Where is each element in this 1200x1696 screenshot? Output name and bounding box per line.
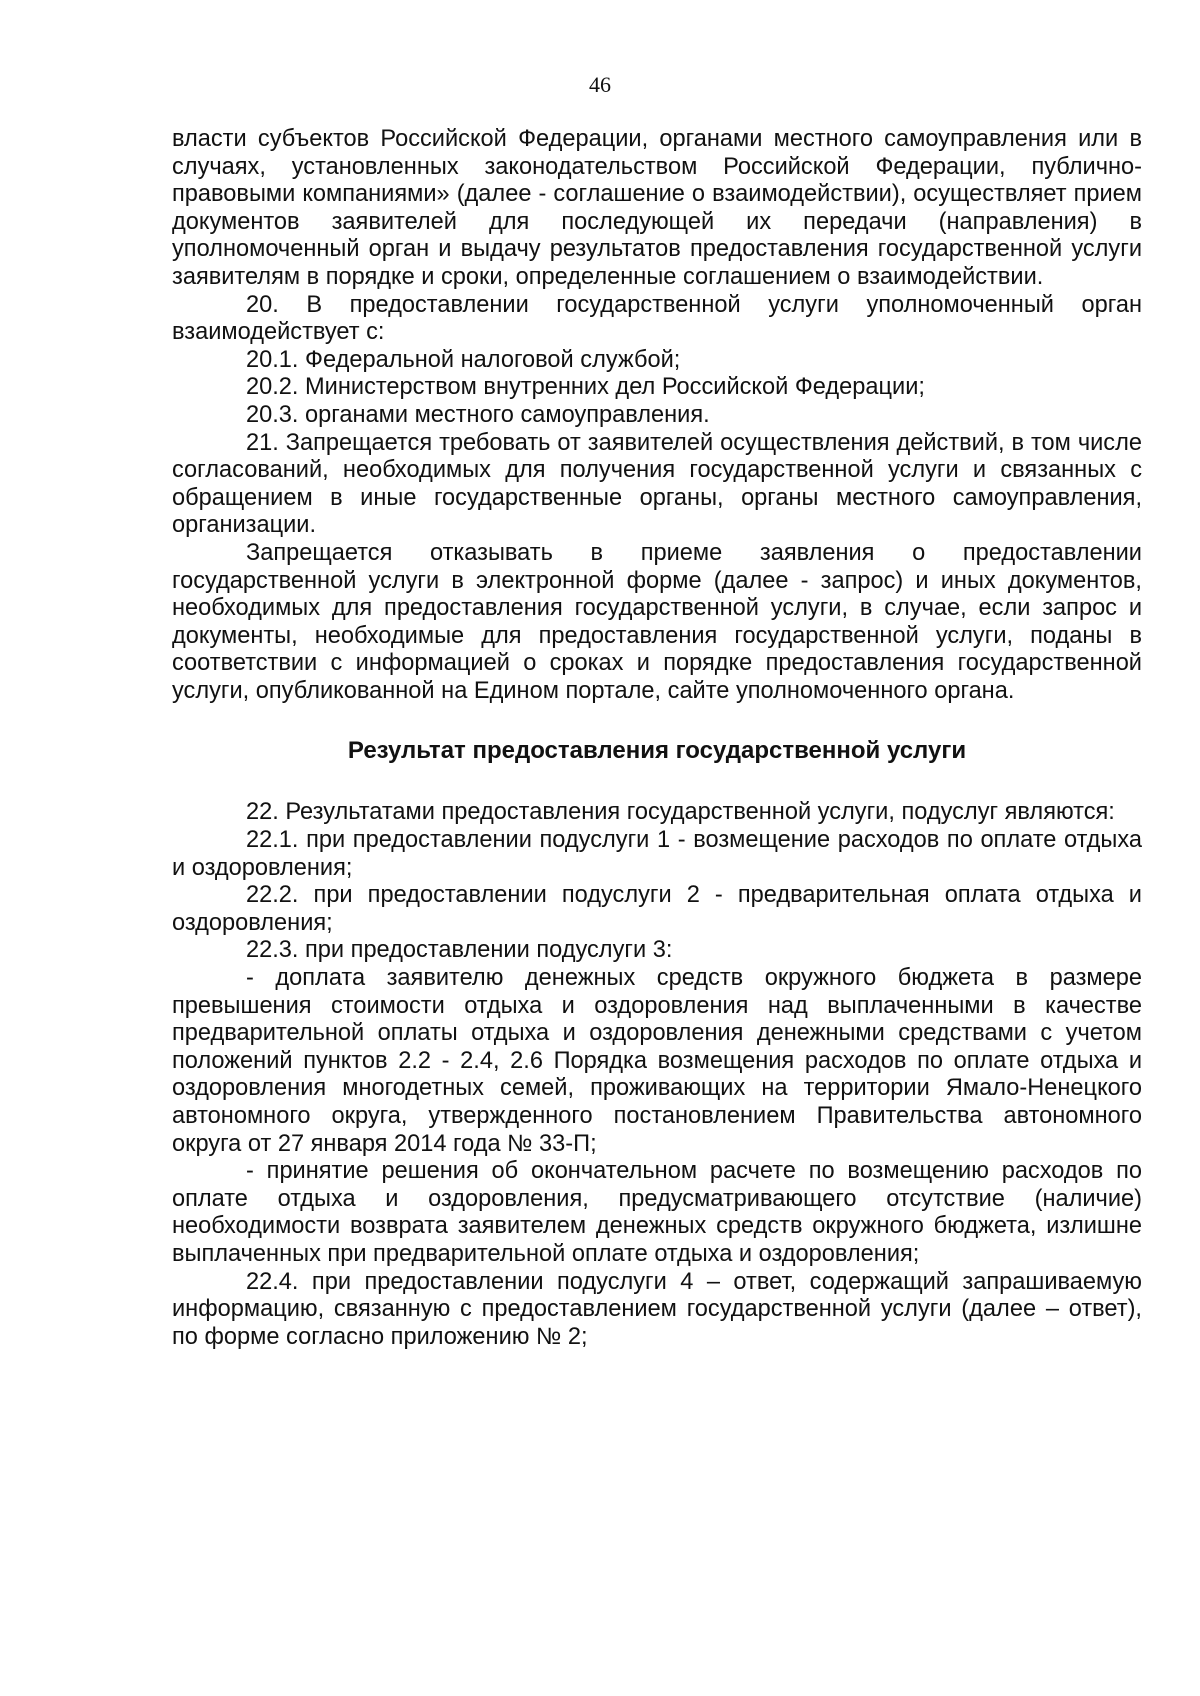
page-number: 46	[589, 72, 611, 97]
list-item: - принятие решения об окончательном расчете по возмещению расходов по оплате отдыха и оздоровления, предусматривающего отсутствие (наличие) необходимости возврата заявителем денежных средств окружного бюджета, излишне выплаченных при предварительной оплате отдыха и оздоровления;	[172, 1158, 1142, 1267]
section-heading: Результат предоставления государственной услуги	[347, 737, 967, 765]
list-item: - доплата заявителю денежных средств окружного бюджета в размере превышения стоимости отдыха и оздоровления над выплаченными в качестве предварительной оплаты отдыха и оздоровления денежными средствами с учетом положений пунктов 2.2 - 2.4, 2.6 Порядка возмещения расходов по оплате отдыха и оздоровления многодетных семей, проживающих на территории Ямало-Ненецкого автономного округа, утвержденного постановлением Правительства автономного округа от 27 января 2014 года № 33-П;	[172, 965, 1142, 1157]
paragraph: 21. Запрещается требовать от заявителей осуществления действий, в том числе согласований, необходимых для получения государственной услуги и связанных с обращением в иные государственные органы, органы местного самоуправления, организации.	[172, 429, 1142, 539]
list-item: 22.4. при предоставлении подуслуги 4 – ответ, содержащий запрашиваемую информацию, связанную с предоставлением государственной услуги (далее – ответ), по форме согласно приложению № 2;	[172, 1268, 1142, 1350]
paragraph: власти субъектов Российской Федерации, органами местного самоуправления или в случаях, установленных законодательством Российской Федерации, публично-правовыми компаниями» (далее - соглашение о взаимодействии), осуществляет прием документов заявителей для последующей их передачи (направления) в уполномоченный орган и выдачу результатов предоставления государственной услуги заявителям в порядке и сроки, определенные соглашением о взаимодействии.	[172, 126, 1142, 290]
list-item: 20.1. Федеральной налоговой службой;	[246, 346, 681, 373]
list-item: 22.1. при предоставлении подуслуги 1 - возмещение расходов по оплате отдыха и оздоровления;	[172, 827, 1142, 881]
list-item: 22.3. при предоставлении подуслуги 3:	[246, 937, 673, 964]
list-item: 22.2. при предоставлении подуслуги 2 - предварительная оплата отдыха и оздоровления;	[172, 882, 1142, 936]
document-body	[172, 126, 1142, 1351]
paragraph: 20. В предоставлении государственной услуги уполномоченный орган взаимодействует с:	[172, 291, 1142, 346]
paragraph: 22. Результатами предоставления государственной услуги, подуслуг являются:	[246, 799, 1115, 826]
paragraph: Запрещается отказывать в приеме заявления о предоставлении государственной услуги в электронной форме (далее - запрос) и иных документов, необходимых для предоставления государственной услуги, в случае, если запрос и документы, необходимые для предоставления государственной услуги, поданы в соответствии с информацией о сроках и порядке предоставления государственной услуги, опубликованной на Едином портале, сайте уполномоченного органа.	[172, 539, 1142, 704]
list-item: 20.2. Министерством внутренних дел Российской Федерации;	[246, 374, 925, 401]
list-item: 20.3. органами местного самоуправления.	[246, 401, 710, 428]
